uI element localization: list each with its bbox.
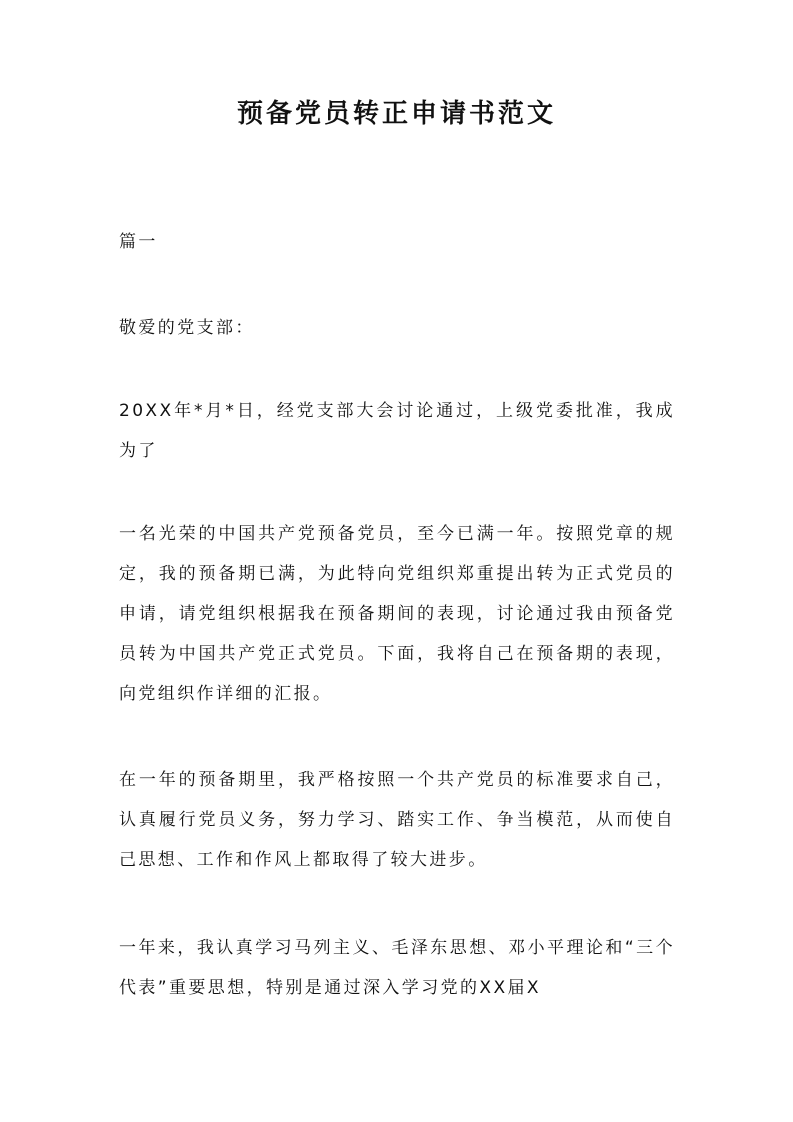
section-label: 篇一 (119, 232, 158, 252)
paragraph-3: 在一年的预备期里，我严格按照一个共产党员的标准要求自己，认真履行党员义务，努力学习、踏实工作、争当模范，从而使自己思想、工作和作风上都取得了较大进步。 (119, 770, 675, 870)
paragraph-2: 一名光荣的中国共产党预备党员，至今已满一年。按照党章的规定，我的预备期已满，为此特向党组织郑重提出转为正式党员的申请，请党组织根据我在预备期间的表现，讨论通过我由预备党员转为中国共产党正式党员。下面，我将自己在预备期的表现，向党组织作详细的汇报。 (119, 524, 675, 704)
salutation: 敬爱的党支部： (119, 318, 255, 338)
paragraph-4: 一年来，我认真学习马列主义、毛泽东思想、邓小平理论和“三个代表”重要思想，特别是通过深入学习党的XX届X (119, 938, 675, 998)
document-title: 预备党员转正申请书范文 (236, 99, 556, 129)
paragraph-1: 20XX年*月*日，经党支部大会讨论通过，上级党委批准，我成为了 (119, 401, 675, 461)
